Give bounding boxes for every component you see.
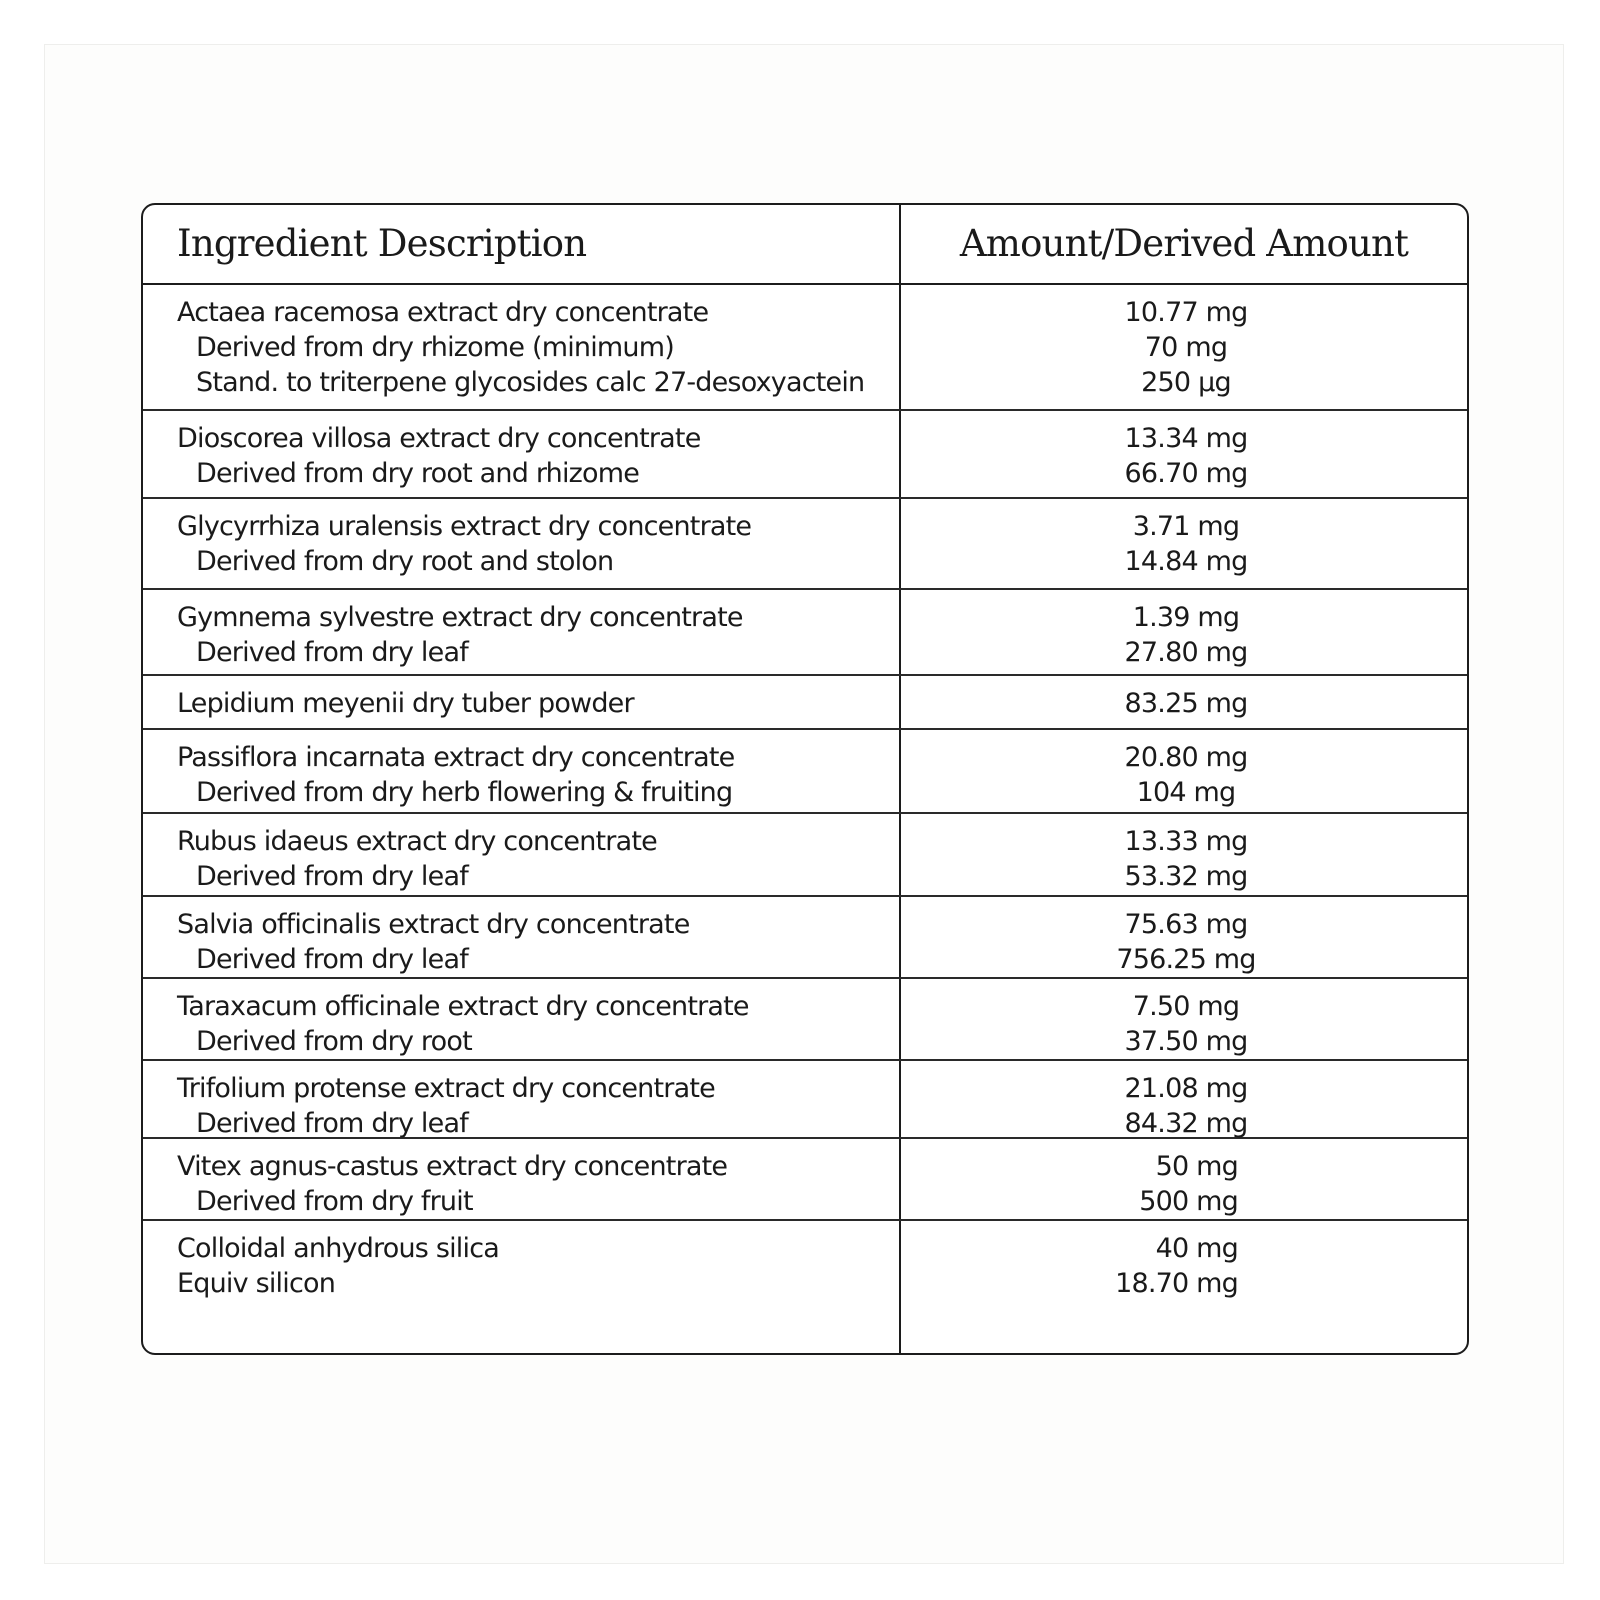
amount-value: 756.25 mg <box>1116 944 1256 975</box>
table-body <box>143 285 1467 1333</box>
ingredient-description-cell <box>177 1149 887 1219</box>
amount-value: 104 mg <box>1136 777 1236 808</box>
amount-value: 53.32 mg <box>1124 861 1248 892</box>
amount-value: 18.70 mg <box>1115 1268 1238 1299</box>
table-row <box>143 979 1467 1061</box>
ingredient-name: Gymnema sylvestre extract dry concentrate <box>177 602 743 633</box>
ingredient-name: Passiflora incarnata extract dry concentrate <box>177 742 735 773</box>
ingredient-description-cell <box>177 600 887 670</box>
amount-value: 7.50 mg <box>1132 991 1240 1022</box>
table-row <box>143 1221 1467 1333</box>
amount-value: 66.70 mg <box>1124 458 1248 489</box>
document-page <box>44 44 1564 1564</box>
ingredient-name: Trifolium protense extract dry concentrate <box>177 1073 715 1104</box>
ingredient-table <box>141 203 1469 1355</box>
ingredient-description-cell <box>177 421 887 491</box>
ingredient-detail: Derived from dry herb flowering & fruiting <box>196 777 733 808</box>
table-row <box>143 676 1467 730</box>
ingredient-detail: Derived from dry leaf <box>196 861 468 892</box>
ingredient-description-cell <box>177 907 887 977</box>
ingredient-detail: Stand. to triterpene glycosides calc 27-desoxyactein <box>196 367 865 398</box>
amount-value: 13.33 mg <box>1124 826 1248 857</box>
ingredient-detail: Derived from dry root <box>196 1026 472 1057</box>
ingredient-name: Salvia officinalis extract dry concentrate <box>177 909 690 940</box>
amount-value: 83.25 mg <box>1124 688 1248 719</box>
ingredient-description-cell <box>177 989 887 1059</box>
ingredient-name: Lepidium meyenii dry tuber powder <box>177 688 634 719</box>
table-row <box>143 411 1467 499</box>
amount-value: 500 mg <box>1139 1186 1238 1217</box>
ingredient-detail: Derived from dry leaf <box>196 1108 468 1139</box>
ingredient-description-cell <box>177 740 887 810</box>
ingredient-name: Taraxacum officinale extract dry concentrate <box>177 991 749 1022</box>
ingredient-detail: Derived from dry root and stolon <box>196 546 614 577</box>
header-ingredient-description: Ingredient Description <box>177 222 587 265</box>
ingredient-detail: Derived from dry leaf <box>196 944 468 975</box>
amount-value: 20.80 mg <box>1124 742 1248 773</box>
amount-value: 3.71 mg <box>1132 511 1240 542</box>
ingredient-description-cell <box>177 1231 887 1301</box>
ingredient-description-cell <box>177 824 887 894</box>
amount-value: 50 mg <box>1155 1151 1238 1182</box>
amount-value: 250 µg <box>1141 367 1231 398</box>
amount-value: 70 mg <box>1144 332 1228 363</box>
amount-value: 13.34 mg <box>1124 423 1248 454</box>
ingredient-name: Rubus idaeus extract dry concentrate <box>177 826 657 857</box>
amount-value: 37.50 mg <box>1124 1026 1248 1057</box>
ingredient-name: Dioscorea villosa extract dry concentrate <box>177 423 701 454</box>
table-row <box>143 730 1467 814</box>
amount-value: 21.08 mg <box>1124 1073 1248 1104</box>
ingredient-description-cell <box>177 295 887 400</box>
table-row <box>143 1061 1467 1139</box>
amount-value: 75.63 mg <box>1124 909 1248 940</box>
ingredient-detail: Derived from dry root and rhizome <box>196 458 640 489</box>
table-row <box>143 1139 1467 1221</box>
amount-value: 10.77 mg <box>1124 297 1248 328</box>
header-amount: Amount/Derived Amount <box>959 222 1409 265</box>
table-row <box>143 499 1467 590</box>
amount-value: 40 mg <box>1155 1233 1238 1264</box>
table-header <box>143 205 1467 285</box>
ingredient-description-cell <box>177 509 887 579</box>
ingredient-name: Actaea racemosa extract dry concentrate <box>177 297 709 328</box>
table-row <box>143 285 1467 411</box>
ingredient-name: Colloidal anhydrous silica <box>177 1233 500 1264</box>
table-row <box>143 897 1467 979</box>
amount-value: 14.84 mg <box>1124 546 1248 577</box>
ingredient-detail: Derived from dry fruit <box>196 1186 473 1217</box>
ingredient-name: Glycyrrhiza uralensis extract dry concentrate <box>177 511 752 542</box>
amount-value: 1.39 mg <box>1132 602 1240 633</box>
amount-value: 27.80 mg <box>1124 637 1248 668</box>
ingredient-detail: Equiv silicon <box>177 1268 336 1299</box>
table-row <box>143 814 1467 897</box>
ingredient-detail: Derived from dry rhizome (minimum) <box>196 332 674 363</box>
ingredient-name: Vitex agnus-castus extract dry concentrate <box>177 1151 728 1182</box>
ingredient-description-cell <box>177 686 887 721</box>
table-row <box>143 590 1467 676</box>
ingredient-description-cell <box>177 1071 887 1141</box>
ingredient-detail: Derived from dry leaf <box>196 637 468 668</box>
amount-value: 84.32 mg <box>1124 1108 1248 1139</box>
